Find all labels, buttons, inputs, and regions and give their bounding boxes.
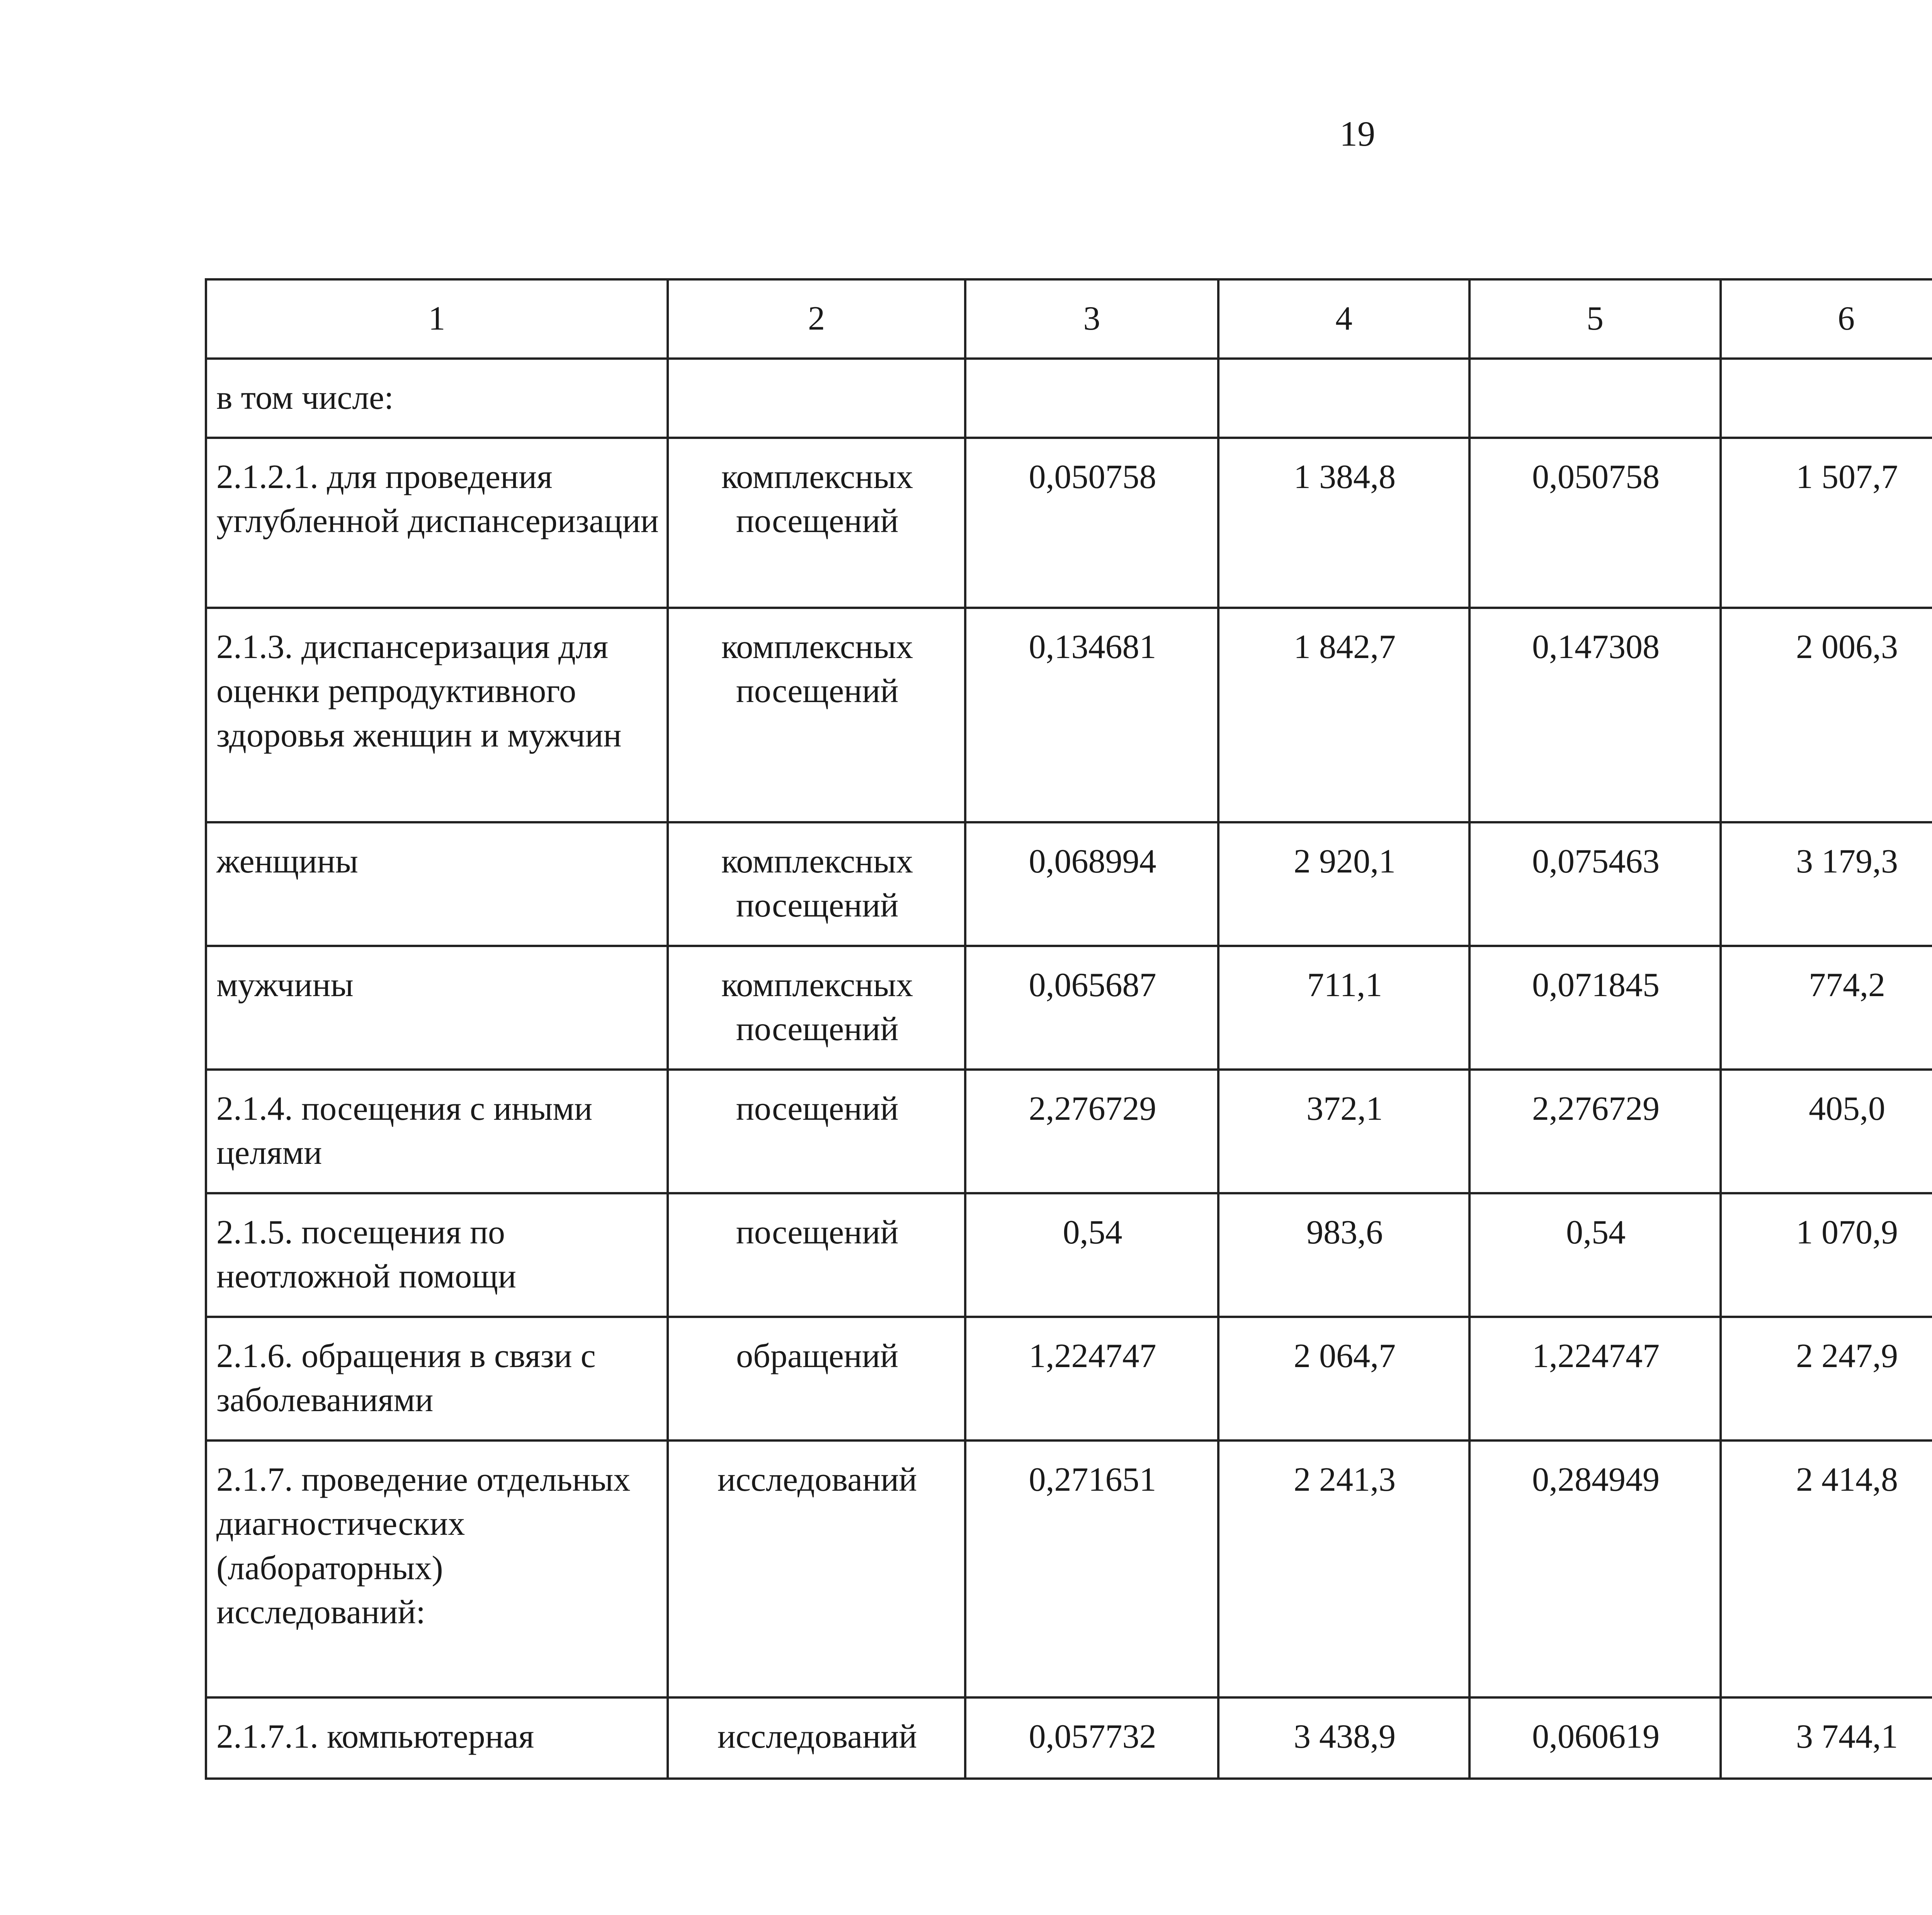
row-name-cell: 2.1.6. обращения в связи с заболеваниями xyxy=(206,1317,668,1441)
value-cell: 2 920,1 xyxy=(1218,822,1469,946)
unit-cell: посещений xyxy=(668,1070,965,1193)
value-cell: 1 507,7 xyxy=(1721,438,1932,608)
value-cell: 2 241,3 xyxy=(1218,1441,1469,1697)
value-cell: 1 070,9 xyxy=(1721,1193,1932,1317)
unit-cell: комплексных посещений xyxy=(668,608,965,822)
unit-cell: посещений xyxy=(668,1193,965,1317)
row-name-cell: 2.1.3. диспансеризация для оценки репродуктивного здоровья женщин и мужчин xyxy=(206,608,668,822)
table-row xyxy=(206,1070,1932,1193)
value-cell: 0,134681 xyxy=(965,608,1218,822)
unit-cell xyxy=(668,359,965,438)
table-row xyxy=(206,1317,1932,1441)
table-row xyxy=(206,438,1932,608)
value-cell: 2,276729 xyxy=(965,1070,1218,1193)
row-name-cell: 2.1.7. проведение отдельных диагностических (лабораторных) исследований: xyxy=(206,1441,668,1697)
table-row xyxy=(206,822,1932,946)
value-cell: 2 064,7 xyxy=(1218,1317,1469,1441)
row-name-cell: 2.1.4. посещения с иными целями xyxy=(206,1070,668,1193)
column-number-header-row xyxy=(206,279,1932,359)
value-cell: 711,1 xyxy=(1218,946,1469,1070)
value-cell: 1,224747 xyxy=(965,1317,1218,1441)
unit-cell: исследований xyxy=(668,1697,965,1779)
value-cell: 0,54 xyxy=(965,1193,1218,1317)
value-cell xyxy=(965,359,1218,438)
data-table xyxy=(205,278,1932,1780)
value-cell: 0,050758 xyxy=(965,438,1218,608)
table-row xyxy=(206,1441,1932,1697)
value-cell: 0,284949 xyxy=(1469,1441,1721,1697)
value-cell: 3 179,3 xyxy=(1721,822,1932,946)
value-cell: 0,075463 xyxy=(1469,822,1721,946)
value-cell xyxy=(1469,359,1721,438)
unit-cell: комплексных посещений xyxy=(668,946,965,1070)
value-cell: 0,147308 xyxy=(1469,608,1721,822)
value-cell: 983,6 xyxy=(1218,1193,1469,1317)
value-cell: 1 384,8 xyxy=(1218,438,1469,608)
value-cell: 0,060619 xyxy=(1469,1697,1721,1779)
column-number-cell: 5 xyxy=(1469,279,1721,359)
table-row xyxy=(206,946,1932,1070)
row-name-cell: в том числе: xyxy=(206,359,668,438)
value-cell: 1 842,7 xyxy=(1218,608,1469,822)
value-cell: 2 006,3 xyxy=(1721,608,1932,822)
column-number-cell: 3 xyxy=(965,279,1218,359)
table-row xyxy=(206,1697,1932,1779)
value-cell: 3 438,9 xyxy=(1218,1697,1469,1779)
value-cell: 0,54 xyxy=(1469,1193,1721,1317)
value-cell: 2,276729 xyxy=(1469,1070,1721,1193)
unit-cell: комплексных посещений xyxy=(668,438,965,608)
unit-cell: исследований xyxy=(668,1441,965,1697)
value-cell: 0,065687 xyxy=(965,946,1218,1070)
unit-cell: обращений xyxy=(668,1317,965,1441)
value-cell: 0,057732 xyxy=(965,1697,1218,1779)
column-number-cell: 4 xyxy=(1218,279,1469,359)
value-cell: 2 247,9 xyxy=(1721,1317,1932,1441)
table-row xyxy=(206,1193,1932,1317)
value-cell: 0,271651 xyxy=(965,1441,1218,1697)
value-cell: 1,224747 xyxy=(1469,1317,1721,1441)
value-cell: 372,1 xyxy=(1218,1070,1469,1193)
table-row xyxy=(206,608,1932,822)
row-name-cell: женщины xyxy=(206,822,668,946)
value-cell xyxy=(1218,359,1469,438)
value-cell xyxy=(1721,359,1932,438)
column-number-cell: 2 xyxy=(668,279,965,359)
value-cell: 0,050758 xyxy=(1469,438,1721,608)
value-cell: 0,068994 xyxy=(965,822,1218,946)
row-name-cell: 2.1.2.1. для проведения углубленной диспансеризации xyxy=(206,438,668,608)
value-cell: 0,071845 xyxy=(1469,946,1721,1070)
row-name-cell: 2.1.5. посещения по неотложной помощи xyxy=(206,1193,668,1317)
table-row xyxy=(206,359,1932,438)
column-number-cell: 6 xyxy=(1721,279,1932,359)
value-cell: 2 414,8 xyxy=(1721,1441,1932,1697)
value-cell: 405,0 xyxy=(1721,1070,1932,1193)
row-name-cell: 2.1.7.1. компьютерная xyxy=(206,1697,668,1779)
value-cell: 3 744,1 xyxy=(1721,1697,1932,1779)
column-number-cell: 1 xyxy=(206,279,668,359)
value-cell: 774,2 xyxy=(1721,946,1932,1070)
row-name-cell: мужчины xyxy=(206,946,668,1070)
page-number: 19 xyxy=(1340,114,1375,153)
unit-cell: комплексных посещений xyxy=(668,822,965,946)
